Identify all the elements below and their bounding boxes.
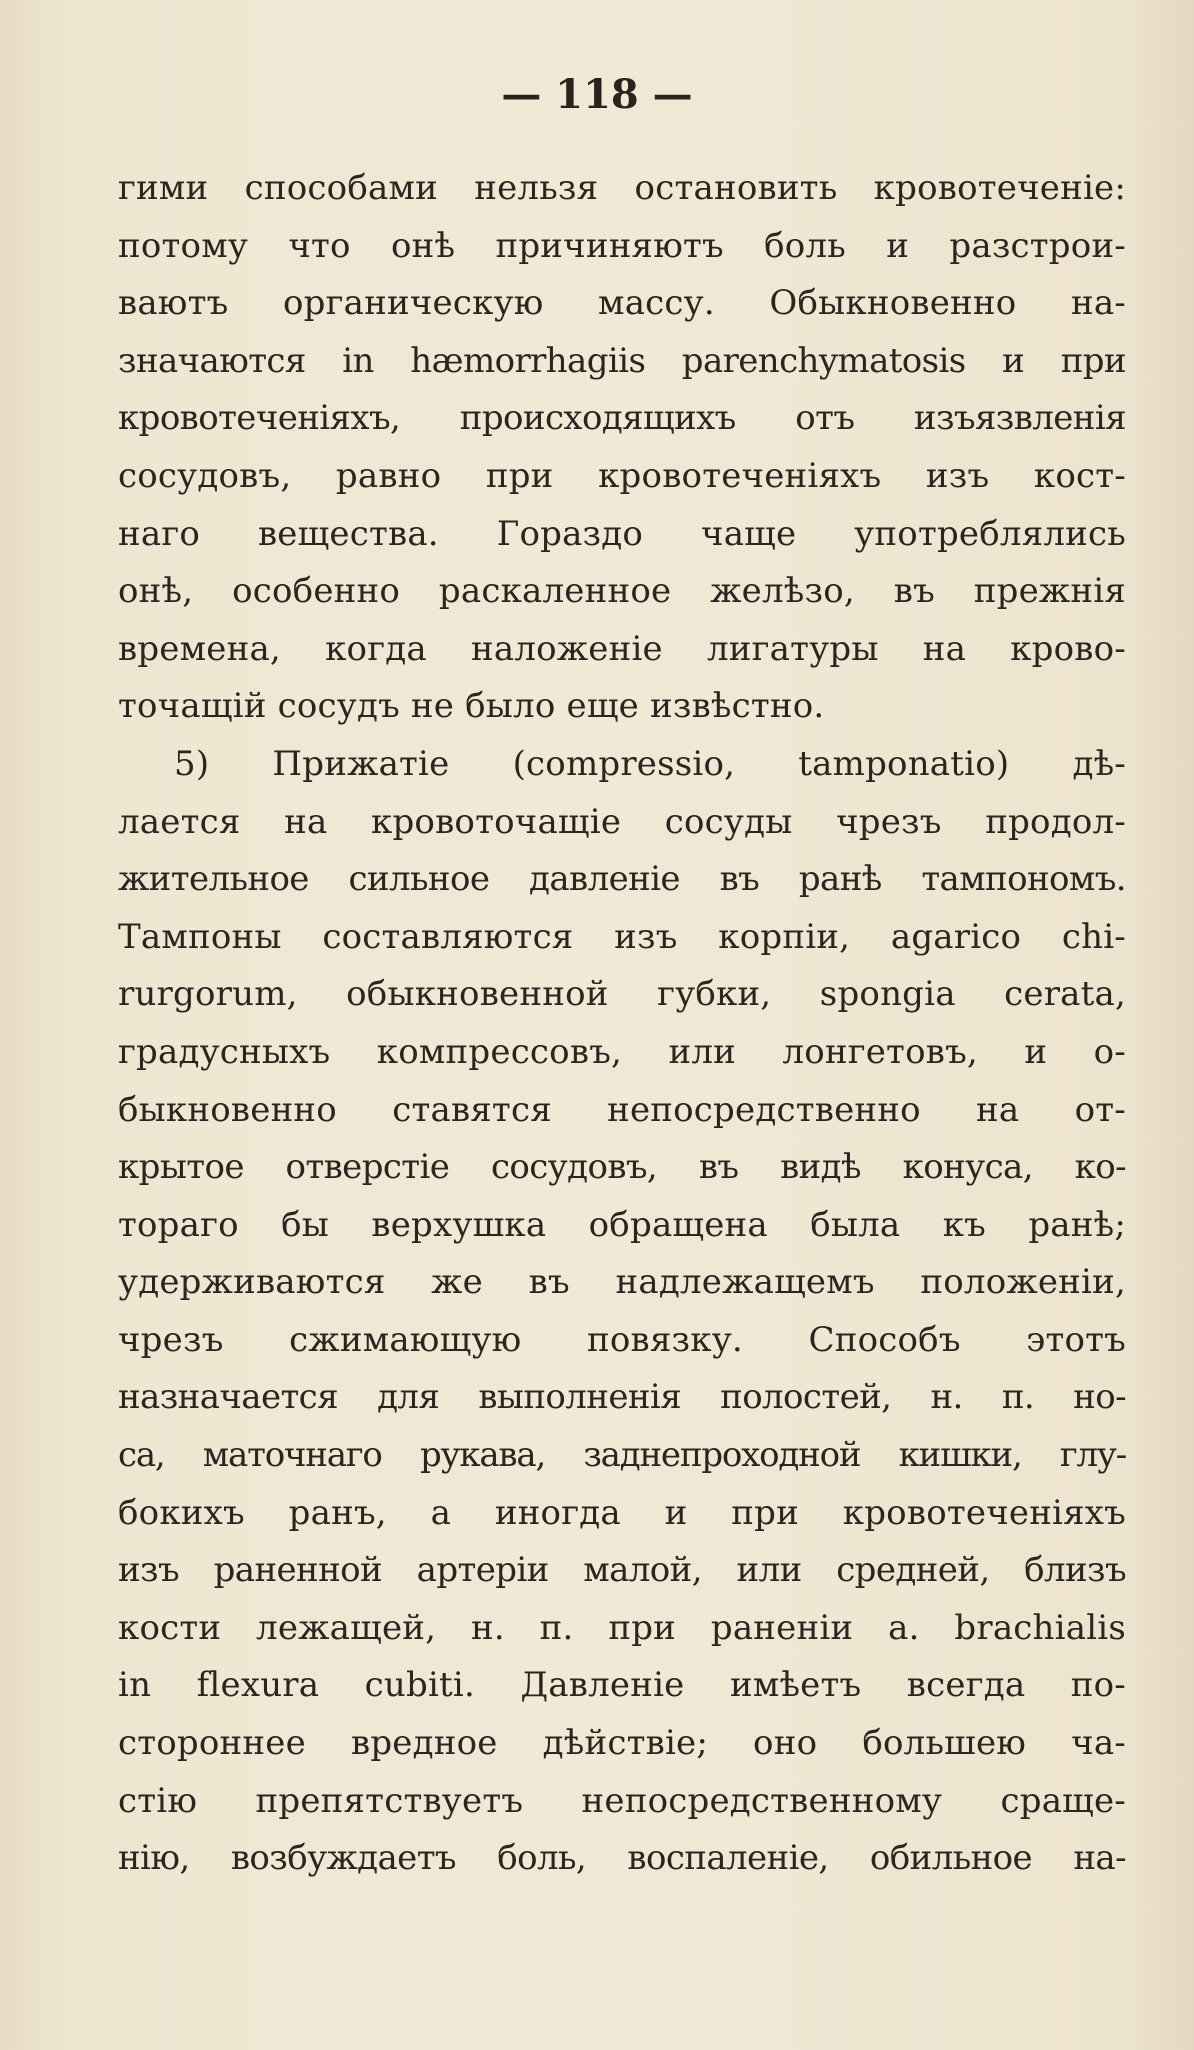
text-line: точащій сосудъ не было еще извѣстно. <box>118 686 825 727</box>
text-line: ваютъ органическую массу. Обыкновенно на- <box>118 283 1126 324</box>
text-line: быкновенно ставятся непосредственно на от- <box>118 1089 1126 1130</box>
text-line: потому что онѣ причиняютъ боль и разстрои- <box>118 225 1126 266</box>
text-line: онѣ, особенно раскаленное желѣзо, въ прежнія <box>118 571 1126 612</box>
text-line: сосудовъ, равно при кровотеченіяхъ изъ кост- <box>118 455 1126 496</box>
text-line: удерживаются же въ надлежащемъ положеніи, <box>118 1262 1126 1303</box>
text-line: бокихъ ранъ, а иногда и при кровотеченіяхъ <box>118 1492 1126 1533</box>
text-line: жительное сильное давленіе въ ранѣ тампономъ. <box>118 859 1126 900</box>
text-line: rurgorum, обыкновенной губки, spongia cerata, <box>118 974 1126 1015</box>
page-number: — 118 — <box>501 71 693 118</box>
text-line: назначается для выполненія полостей, н. п. но- <box>118 1377 1126 1418</box>
text-line: наго вещества. Гораздо чаще употреблялись <box>118 513 1126 554</box>
text-line: нію, возбуждаетъ боль, воспаленіе, обильное на- <box>118 1838 1126 1879</box>
text-line: 5) Прижатіе (compressio, tamponatio) дѣ- <box>174 743 1126 784</box>
text-line: времена, когда наложеніе лигатуры на крово- <box>118 628 1126 669</box>
text-line: изъ раненной артеріи малой, или средней, близъ <box>118 1550 1126 1591</box>
text-line: гими способами нельзя остановить кровотеченіе: <box>118 168 1126 208</box>
text-line: крытое отверстіе сосудовъ, въ видѣ конуса, ко- <box>118 1147 1126 1188</box>
text-line: лается на кровоточащіе сосуды чрезъ продол- <box>118 801 1126 842</box>
text-line: кровотеченіяхъ, происходящихъ отъ изъязвленія <box>118 398 1126 439</box>
text-line: кости лежащей, н. п. при раненіи a. brachialis <box>118 1607 1126 1648</box>
text-line: чрезъ сжимающую повязку. Способъ этотъ <box>118 1319 1126 1360</box>
text-line: Тампоны составляются изъ корпіи, agarico chi- <box>118 916 1126 957</box>
text-line: стороннее вредное дѣйствіе; оно большею ча- <box>118 1723 1126 1764</box>
text-line: тораго бы верхушка обращена была къ ранѣ; <box>118 1204 1126 1245</box>
body-text <box>118 160 1126 1888</box>
text-line: са, маточнаго рукава, заднепроходной кишки, глу- <box>118 1435 1126 1476</box>
text-line: значаются in hæmorrhagiis parenchymatosis и при <box>118 340 1126 381</box>
text-line: стію препятствуетъ непосредственному сращe- <box>118 1780 1126 1821</box>
text-line: градусныхъ компрессовъ, или лонгетовъ, и о- <box>118 1031 1126 1072</box>
text-line: in flexura cubiti. Давленіе имѣетъ всегда по- <box>118 1665 1126 1706</box>
